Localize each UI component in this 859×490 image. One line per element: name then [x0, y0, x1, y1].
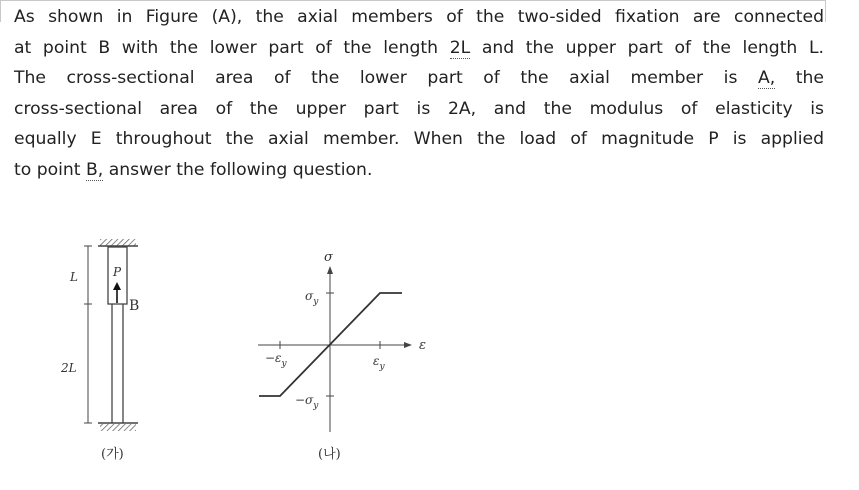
label-upper-length: L: [70, 270, 78, 284]
bottom-fixed-support: [100, 424, 136, 431]
problem-line-3: [14, 63, 824, 94]
figure-b: [258, 266, 412, 432]
frame-right-border: [825, 0, 826, 22]
problem-statement: [14, 2, 824, 185]
problem-line-5: equally E throughout the axial member. When the load of magnitude P is applied: [14, 129, 824, 149]
sigma-axis-arrow: [327, 266, 333, 274]
label-neg-eps-y: $-\varepsilon_y$: [265, 351, 287, 369]
label-sigma-y: $\sigma_y$: [305, 289, 319, 307]
frame-left-border: [0, 0, 1, 22]
problem-line-3-post: the: [775, 68, 824, 88]
problem-line-2-post: and the upper part of the length L.: [470, 37, 824, 58]
problem-line-6: [14, 155, 824, 186]
label-lower-length: 2L: [61, 361, 77, 375]
label-neg-sigma-y: $-\sigma_y$: [295, 393, 319, 411]
figure-a: [84, 239, 138, 431]
epsilon-axis-arrow: [404, 342, 412, 348]
figures: [0, 230, 859, 490]
label-sigma: σ: [324, 250, 333, 265]
problem-line-4: cross-sectional area of the upper part is 2A, and the modulus of elasticity is: [14, 98, 824, 119]
lower-area-term: A,: [757, 68, 776, 88]
label-eps-y: $\varepsilon_y$: [373, 354, 385, 372]
problem-line-3-pre: The cross-sectional area of the lower part of the axial member is: [14, 68, 758, 88]
problem-line-1: As shown in Figure (A), the axial members of the two-sided fixation are connected: [14, 7, 824, 27]
load-arrow-head: [113, 282, 121, 290]
problem-line-6-pre: to point: [14, 159, 87, 180]
figure-b-caption: (나): [318, 447, 341, 462]
point-b-term: B,: [86, 159, 104, 180]
label-point-b: B: [129, 298, 140, 314]
problem-line-2-pre: at point B with the lower part of the length: [14, 37, 450, 58]
problem-line-2: [14, 33, 824, 64]
top-fixed-support: [100, 239, 136, 246]
lower-length-term: 2L: [449, 37, 471, 58]
frame-top-border: [0, 0, 826, 1]
label-load-p: P: [113, 265, 122, 279]
figure-a-caption: (가): [101, 447, 124, 462]
label-epsilon: ε: [419, 338, 426, 353]
problem-line-6-post: answer the following question.: [103, 159, 373, 180]
